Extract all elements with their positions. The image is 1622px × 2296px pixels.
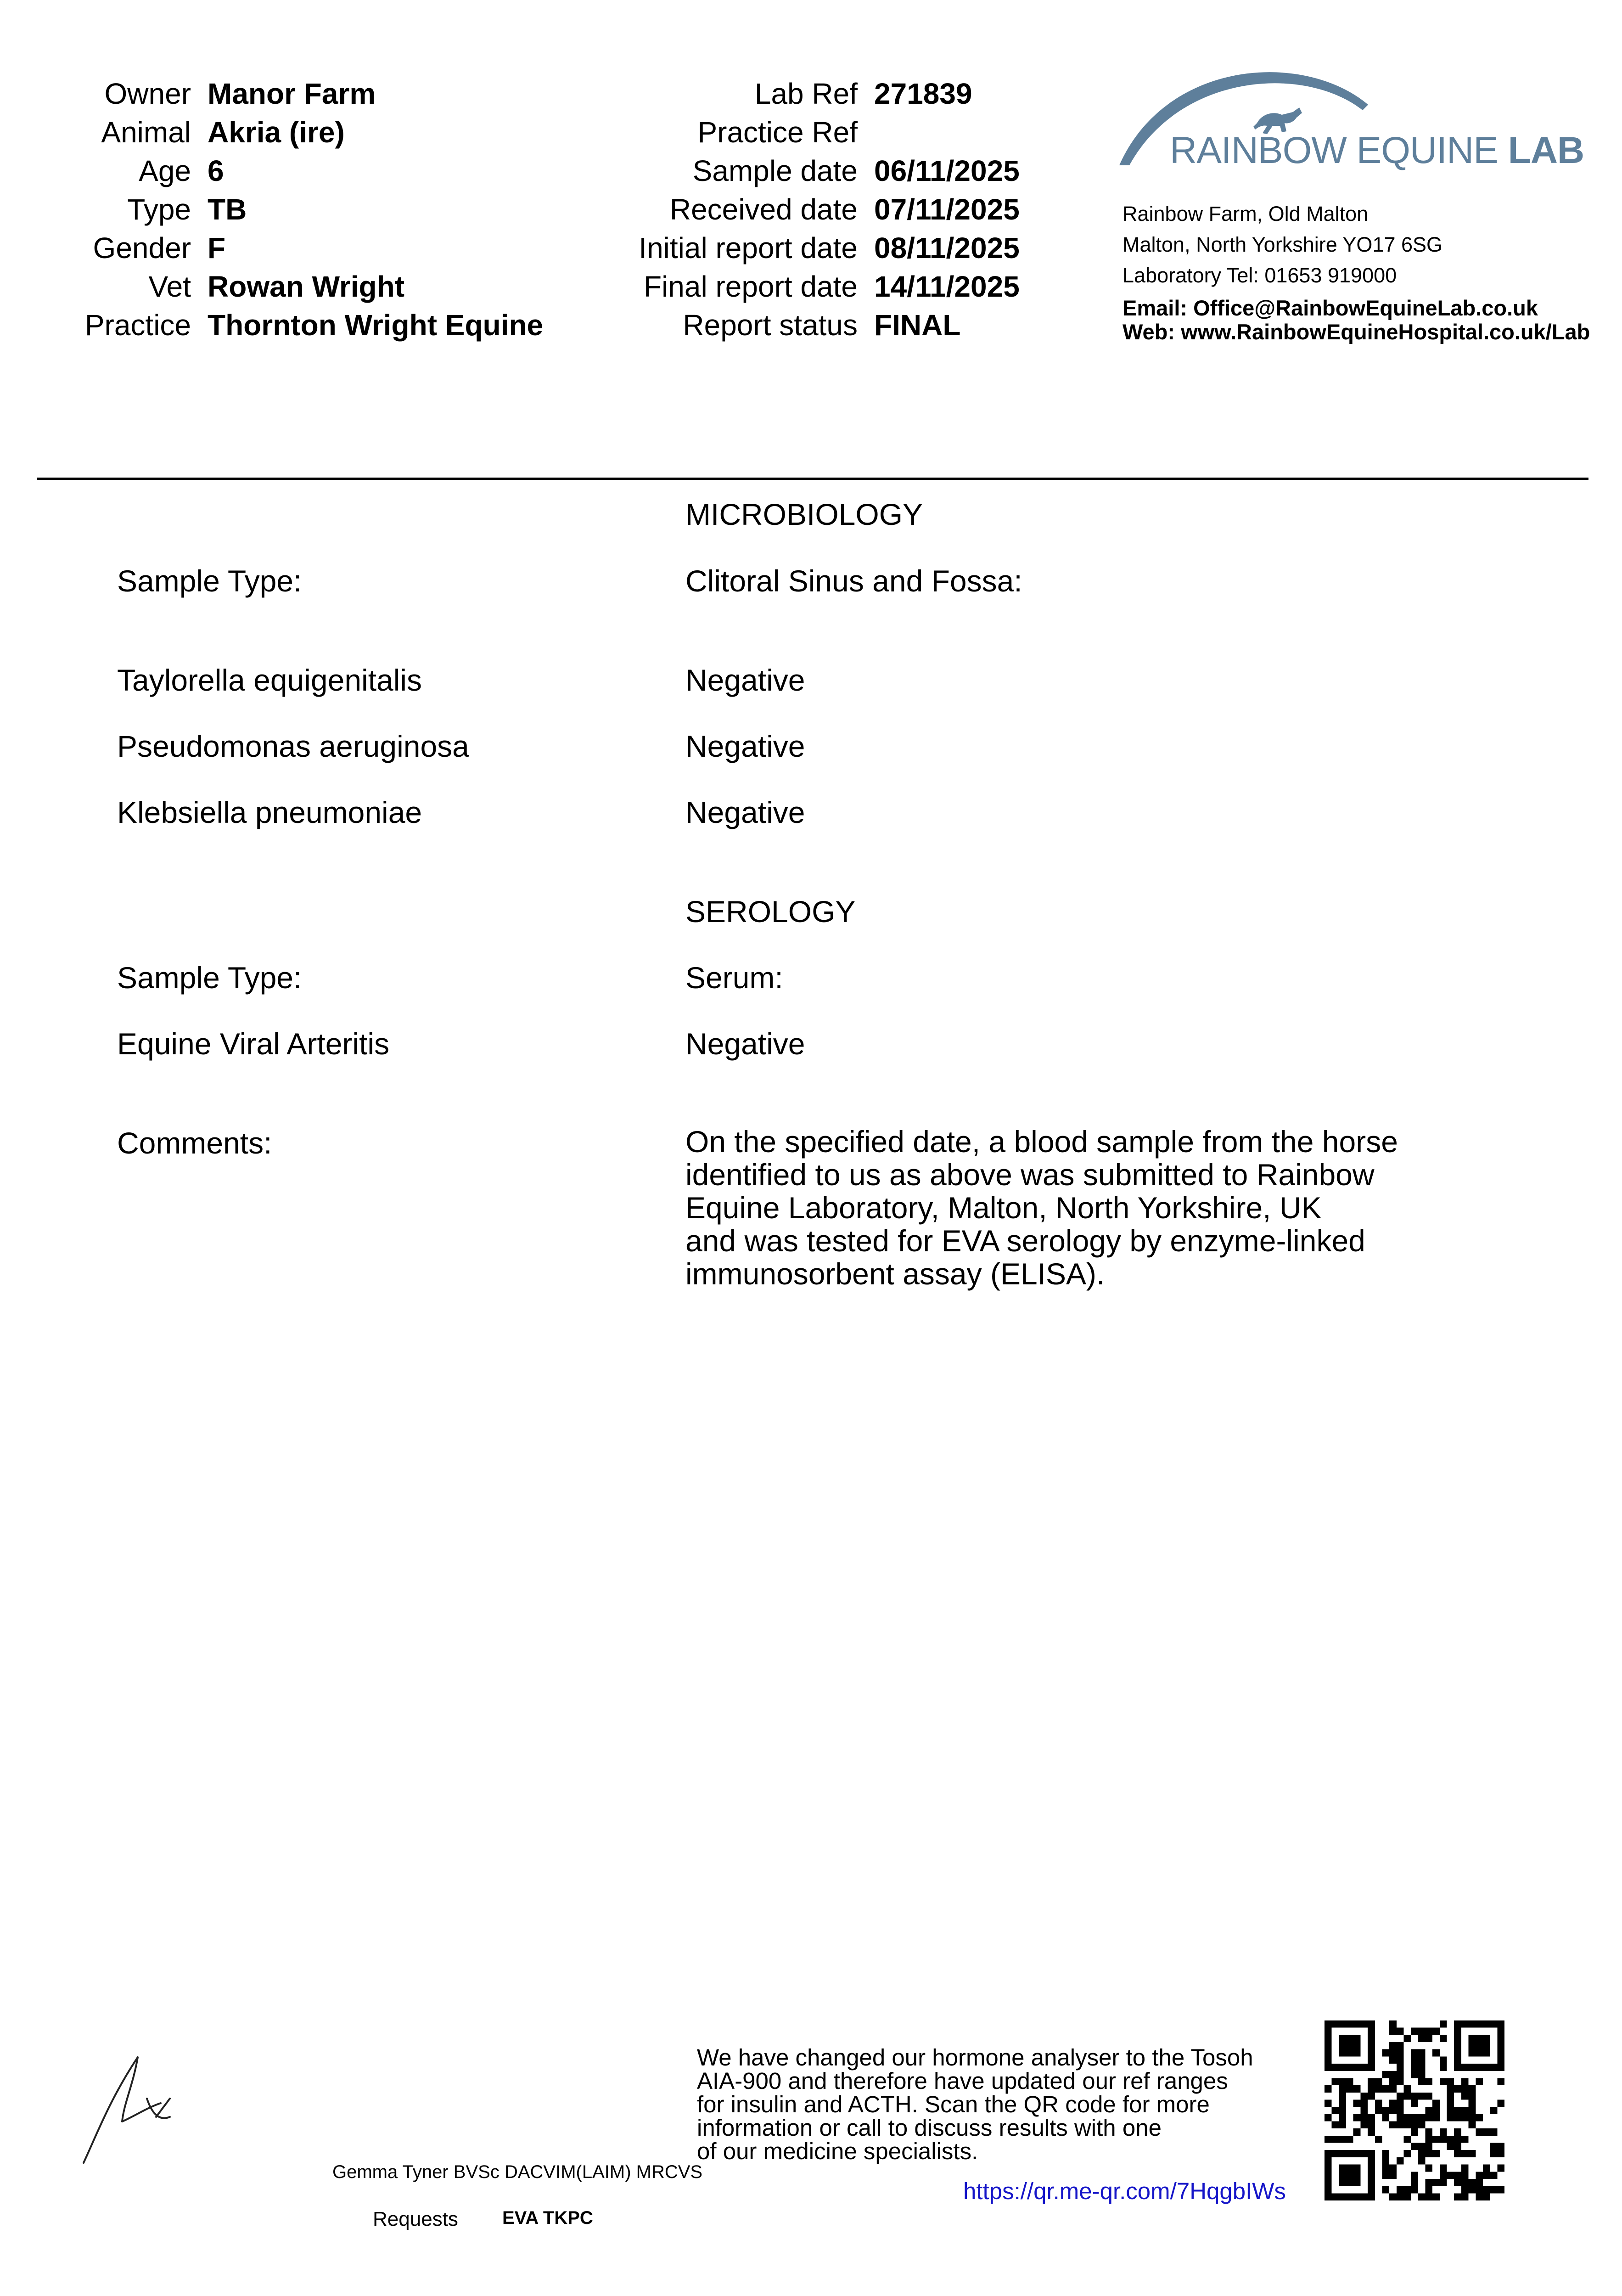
comments-line: and was tested for EVA serology by enzyme-linked xyxy=(685,1224,1365,1258)
microbiology-heading: MICROBIOLOGY xyxy=(685,497,923,531)
lab-website[interactable]: Web: www.RainbowEquineHospital.co.uk/Lab xyxy=(1122,320,1590,344)
vet-label: Vet xyxy=(148,270,191,303)
signatory-name: Gemma Tyner BVSc DACVIM(LAIM) MRCVS xyxy=(332,2162,703,2182)
initial-report-value: 08/11/2025 xyxy=(874,231,1020,264)
final-report-value: 14/11/2025 xyxy=(874,270,1020,303)
micro-sample-type-value: Clitoral Sinus and Fossa: xyxy=(685,564,1022,598)
type-label: Type xyxy=(127,193,191,226)
lab-email[interactable]: Email: Office@RainbowEquineLab.co.uk xyxy=(1122,296,1538,320)
age-value: 6 xyxy=(208,154,224,187)
vet-value: Rowan Wright xyxy=(208,270,404,303)
comments-text xyxy=(685,1125,1398,1290)
lab-ref-row xyxy=(0,79,972,108)
lab-ref-value: 271839 xyxy=(874,77,972,110)
test-name-klebsiella: Klebsiella pneumoniae xyxy=(117,795,422,829)
received-date-row xyxy=(0,195,1020,224)
final-report-label: Final report date xyxy=(643,270,858,303)
received-date-value: 07/11/2025 xyxy=(874,193,1020,226)
lab-telephone: Laboratory Tel: 01653 919000 xyxy=(1122,264,1397,287)
requests-value: EVA TKPC xyxy=(502,2208,593,2228)
serology-heading: SEROLOGY xyxy=(685,895,856,929)
notice-line: information or call to discuss results with one xyxy=(697,2115,1162,2141)
comments-label: Comments: xyxy=(117,1126,272,1160)
sero-sample-type-value: Serum: xyxy=(685,961,783,995)
test-name-taylorella: Taylorella equigenitalis xyxy=(117,663,422,697)
owner-value: Manor Farm xyxy=(208,77,376,110)
test-result-eva: Negative xyxy=(685,1027,805,1061)
analyser-notice xyxy=(697,2046,1253,2163)
test-result-klebsiella: Negative xyxy=(685,795,805,829)
practice-ref-row xyxy=(0,118,874,147)
animal-label: Animal xyxy=(101,116,191,149)
comments-line: immunosorbent assay (ELISA). xyxy=(685,1257,1105,1291)
test-name-eva: Equine Viral Arteritis xyxy=(117,1027,390,1061)
logo-text-main: RAINBOW EQUINE xyxy=(1170,129,1508,171)
owner-label: Owner xyxy=(104,77,191,110)
comments-line: On the specified date, a blood sample from the horse xyxy=(685,1125,1398,1159)
lab-address-line1: Rainbow Farm, Old Malton xyxy=(1122,202,1369,225)
comments-line: identified to us as above was submitted to Rainbow xyxy=(685,1158,1375,1192)
notice-line: for insulin and ACTH. Scan the QR code for more xyxy=(697,2091,1210,2117)
rainbow-equine-lab-logo xyxy=(1111,69,1584,184)
gender-value: F xyxy=(208,231,226,264)
lab-ref-label: Lab Ref xyxy=(754,77,858,110)
sample-date-label: Sample date xyxy=(692,154,858,187)
practice-value: Thornton Wright Equine xyxy=(208,309,544,342)
notice-line: of our medicine specialists. xyxy=(697,2138,978,2164)
report-status-value: FINAL xyxy=(874,309,961,342)
micro-sample-type-label: Sample Type: xyxy=(117,564,302,598)
requests-label: Requests xyxy=(373,2208,458,2230)
test-result-pseudomonas: Negative xyxy=(685,729,805,763)
sample-date-row xyxy=(0,156,1020,186)
logo-text-accent: LAB xyxy=(1508,129,1584,171)
signature xyxy=(78,2048,179,2167)
practice-label: Practice xyxy=(84,309,191,342)
qr-link[interactable]: https://qr.me-qr.com/7HqgbIWs xyxy=(963,2178,1286,2204)
practice-ref-label: Practice Ref xyxy=(697,116,858,149)
header-divider xyxy=(37,478,1588,480)
final-report-row xyxy=(0,272,1020,301)
initial-report-row xyxy=(0,233,1020,263)
sample-date-value: 06/11/2025 xyxy=(874,154,1020,187)
test-name-pseudomonas: Pseudomonas aeruginosa xyxy=(117,729,469,763)
sero-sample-type-label: Sample Type: xyxy=(117,961,302,995)
svg-text:RAINBOW EQUINE LAB xyxy=(1170,129,1584,171)
age-label: Age xyxy=(139,154,191,187)
gender-label: Gender xyxy=(93,231,191,264)
type-value: TB xyxy=(208,193,247,226)
lab-address-line2: Malton, North Yorkshire YO17 6SG xyxy=(1122,233,1443,256)
report-status-label: Report status xyxy=(683,309,858,342)
notice-line: We have changed our hormone analyser to the Tosoh xyxy=(697,2044,1253,2071)
initial-report-label: Initial report date xyxy=(639,231,858,264)
notice-line: AIA-900 and therefore have updated our ref ranges xyxy=(697,2068,1228,2094)
received-date-label: Received date xyxy=(669,193,858,226)
qr-code[interactable] xyxy=(1325,2020,1504,2200)
report-status-row xyxy=(0,310,960,340)
comments-line: Equine Laboratory, Malton, North Yorkshire, UK xyxy=(685,1191,1322,1225)
animal-value: Akria (ire) xyxy=(208,116,345,149)
test-result-taylorella: Negative xyxy=(685,663,805,697)
